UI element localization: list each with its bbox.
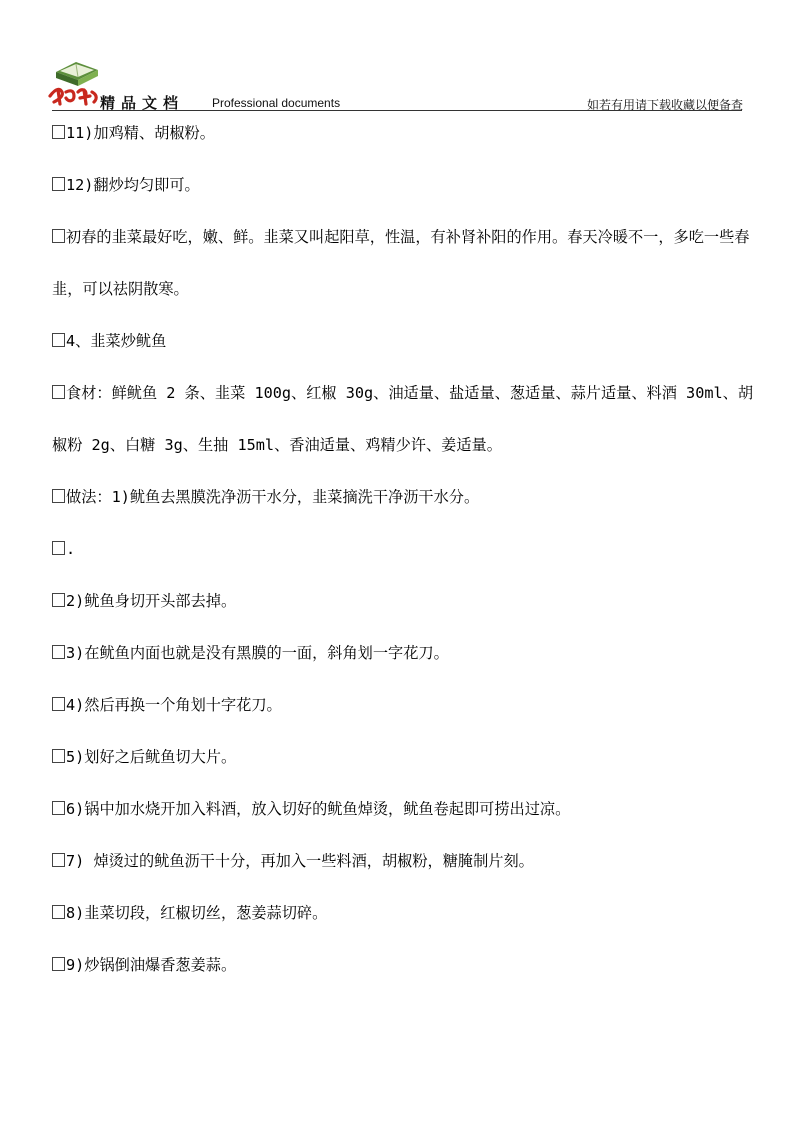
checkbox-glyph-icon <box>52 229 65 243</box>
checkbox-glyph-icon <box>52 905 65 919</box>
step-item: 7) 焯烫过的鱿鱼沥干十分，再加入一些料酒，胡椒粉，糖腌制片刻。 <box>52 848 764 874</box>
section-heading: 4、韭菜炒鱿鱼 <box>52 328 764 354</box>
checkbox-glyph-icon <box>52 125 65 139</box>
document-body <box>52 120 764 1004</box>
checkbox-glyph-icon <box>52 957 65 971</box>
step-item: 8)韭菜切段，红椒切丝，葱姜蒜切碎。 <box>52 900 764 926</box>
paragraph: 初春的韭菜最好吃，嫩、鲜。韭菜又叫起阳草，性温，有补肾补阳的作用。春天冷暖不一，多吃一些春韭，可以祛阴散寒。 <box>52 228 750 298</box>
checkbox-glyph-icon <box>52 593 65 607</box>
step-item: 4)然后再换一个角划十字花刀。 <box>52 692 764 718</box>
checkbox-glyph-icon <box>52 697 65 711</box>
ingredients-paragraph: 食材：鲜鱿鱼 2 条、韭菜 100g、红椒 30g、油适量、盐适量、葱适量、蒜片适量、料酒 30ml、胡椒粉 2g、白糖 3g、生抽 15ml、香油适量、鸡精少许、姜适量。 <box>52 384 754 454</box>
step-item: 2)鱿鱼身切开头部去掉。 <box>52 588 764 614</box>
step-item: 做法：1)鱿鱼去黑膜洗净沥干水分，韭菜摘洗干净沥干水分。 <box>52 484 764 510</box>
step-item: 5)划好之后鱿鱼切大片。 <box>52 744 764 770</box>
checkbox-glyph-icon <box>52 801 65 815</box>
page-header <box>0 0 794 112</box>
header-subtitle: Professional documents <box>212 96 341 110</box>
checkbox-glyph-icon <box>52 853 65 867</box>
checkbox-glyph-icon <box>52 333 65 347</box>
step-item: 9)炒锅倒油爆香葱姜蒜。 <box>52 952 764 978</box>
header-title: 精品文档 <box>100 94 185 112</box>
book-logo-icon <box>46 52 106 106</box>
checkbox-glyph-icon <box>52 749 65 763</box>
step-item: 6)锅中加水烧开加入料酒，放入切好的鱿鱼焯烫，鱿鱼卷起即可捞出过凉。 <box>52 796 764 822</box>
step-item: 3)在鱿鱼内面也就是没有黑膜的一面，斜角划一字花刀。 <box>52 640 764 666</box>
checkbox-glyph-icon <box>52 645 65 659</box>
paragraph: 12)翻炒均匀即可。 <box>52 172 764 198</box>
header-divider <box>52 110 742 111</box>
checkbox-glyph-icon <box>52 177 65 191</box>
checkbox-glyph-icon <box>52 385 65 399</box>
checkbox-glyph-icon <box>52 489 65 503</box>
paragraph: 11)加鸡精、胡椒粉。 <box>52 120 764 146</box>
step-item: . <box>52 536 764 562</box>
header-download-note: 如若有用请下载收藏以便备查 <box>586 98 743 112</box>
checkbox-glyph-icon <box>52 541 65 555</box>
